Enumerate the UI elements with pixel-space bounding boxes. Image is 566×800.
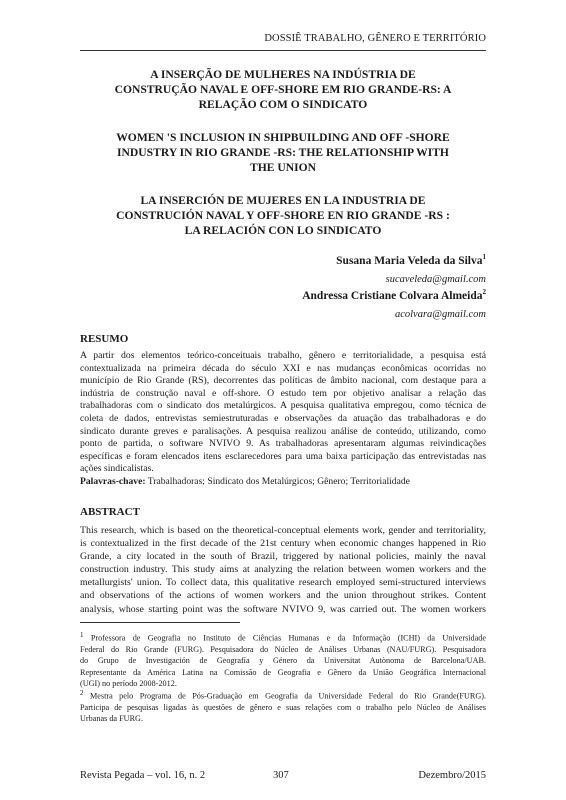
title-english: WOMEN 'S INCLUSION IN SHIPBUILDING AND OFF -SHORE INDUSTRY IN RIO GRANDE -RS: THE RELATIONSHIP WITH THE UNION xyxy=(116,131,450,174)
resumo-paragraph: A partir dos elementos teórico-conceituais trabalho, gênero e territorialidade, a pesquisa está contextualizada na primeira década do século XXI e nas mudanças econômicas ocorridas no município de Rio Grande (RS), decorrentes das políticas de âmbito nacional, com destaque para a indústria de construção naval e off-shore. O estudo tem por objetivo analisar a relação das trabalhadoras com o sindicato dos metalúrgicos. A pesquisa qualitativa empregou, como técnica de coleta de dados, entrevistas semiestruturadas e observações da atuação das trabalhadoras e do sindicato durante greves e paralisações. A pesquisa realizou análise de conteúdo, utilizando, como ponto de partida, o software NVIVO 9. As trabalhadoras apresentaram algumas reivindicações específicas e foram elencados itens esclarecedores para uma baixa participação das entrevistadas nas ações sindicalistas. xyxy=(80,350,486,475)
header-divider xyxy=(80,50,486,51)
footnote-number: 1 xyxy=(80,631,84,639)
abstract-heading: ABSTRACT xyxy=(80,506,140,518)
keywords-text: Trabalhadoras; Sindicato dos Metalúrgicos; Gênero; Territorialidade xyxy=(145,476,410,487)
title-portuguese: A INSERÇÃO DE MULHERES NA INDÚSTRIA DE CONSTRUÇÃO NAVAL E OFF-SHORE EM RIO GRANDE-RS: A RELAÇÃO COM O SINDICATO xyxy=(114,68,452,111)
footnote-divider xyxy=(80,622,240,623)
keywords-label: Palavras-chave: xyxy=(80,476,146,487)
keywords xyxy=(80,476,486,487)
footnote-1: $^1$ Professora de Geografia no Instituto de Ciências Humanas e da Informação (ICHI) da Universidade Federal do Rio Grande (FURG). Pesquisadora do Núcleo de Análises Urbanas (NAU/FURG). Pesquisadora do Grupo de Investigación de Geografía y Género da Universitat Autònoma de Barcelona/UAB. Representante da América Latina na Comissão de Geografia e Gênero da União Geográfica Internacional (UGI) no período 2008-2012. xyxy=(80,631,487,688)
author-block xyxy=(302,253,486,323)
running-header: DOSSIÊ TRABALHO, GÊNERO E TERRITÓRIO xyxy=(264,33,486,44)
journal-info: Revista Pegada – vol. 16, n. 2 xyxy=(80,770,206,781)
issue-date: Dezembro/2015 xyxy=(418,770,486,781)
title-spanish: LA INSERCIÓN DE MUJERES EN LA INDUSTRIA DE CONSTRUCIÓN NAVAL Y OFF-SHORE EN RIO GRANDE -RS : LA RELACIÓN CON LO SINDICATO xyxy=(116,194,450,237)
author-name: Andressa Cristiane Colvara Almeida$^2$ xyxy=(302,288,486,302)
footnote-marker[interactable]: 2 xyxy=(482,288,486,297)
title-block xyxy=(80,67,486,256)
page-number: 307 xyxy=(273,770,289,781)
footnote-2: $^2$ Mestra pelo Programa de Pós-Graduação em Geografia da Universidade Federal do Rio Grande(FURG). Participa de pesquisas ligadas às questões de gênero e suas relações com o trabalho pelo Núcleo de Análises Urbanas da FURG. xyxy=(80,689,486,724)
abstract-paragraph: This research, which is based on the theoretical-conceptual elements work, gender and territoriality, is contextualized in the first decade of the 21st century when economic changes happened in Rio Grande, a city located in the south of Brazil, triggered by national policies, mainly the naval construction industry. This study aims at analyzing the relation between women workers and the metallurgists' union. To collect data, this qualitative research employed semi-structured interviews and observations of the actions of women workers and the union throughout strikes. Content analysis, whose starting point was the software NVIVO 9, was carried out. The women workers xyxy=(80,525,486,615)
author-email[interactable]: acolvara@gmail.com xyxy=(394,308,486,320)
author-email[interactable]: sucaveleda@gmail.com xyxy=(385,273,486,285)
footnote-number: 2 xyxy=(80,689,84,697)
resumo-heading: RESUMO xyxy=(80,333,129,345)
author-name: Susana Maria Veleda da Silva$^1$ xyxy=(336,253,486,267)
footnote-marker[interactable]: 1 xyxy=(482,253,486,262)
